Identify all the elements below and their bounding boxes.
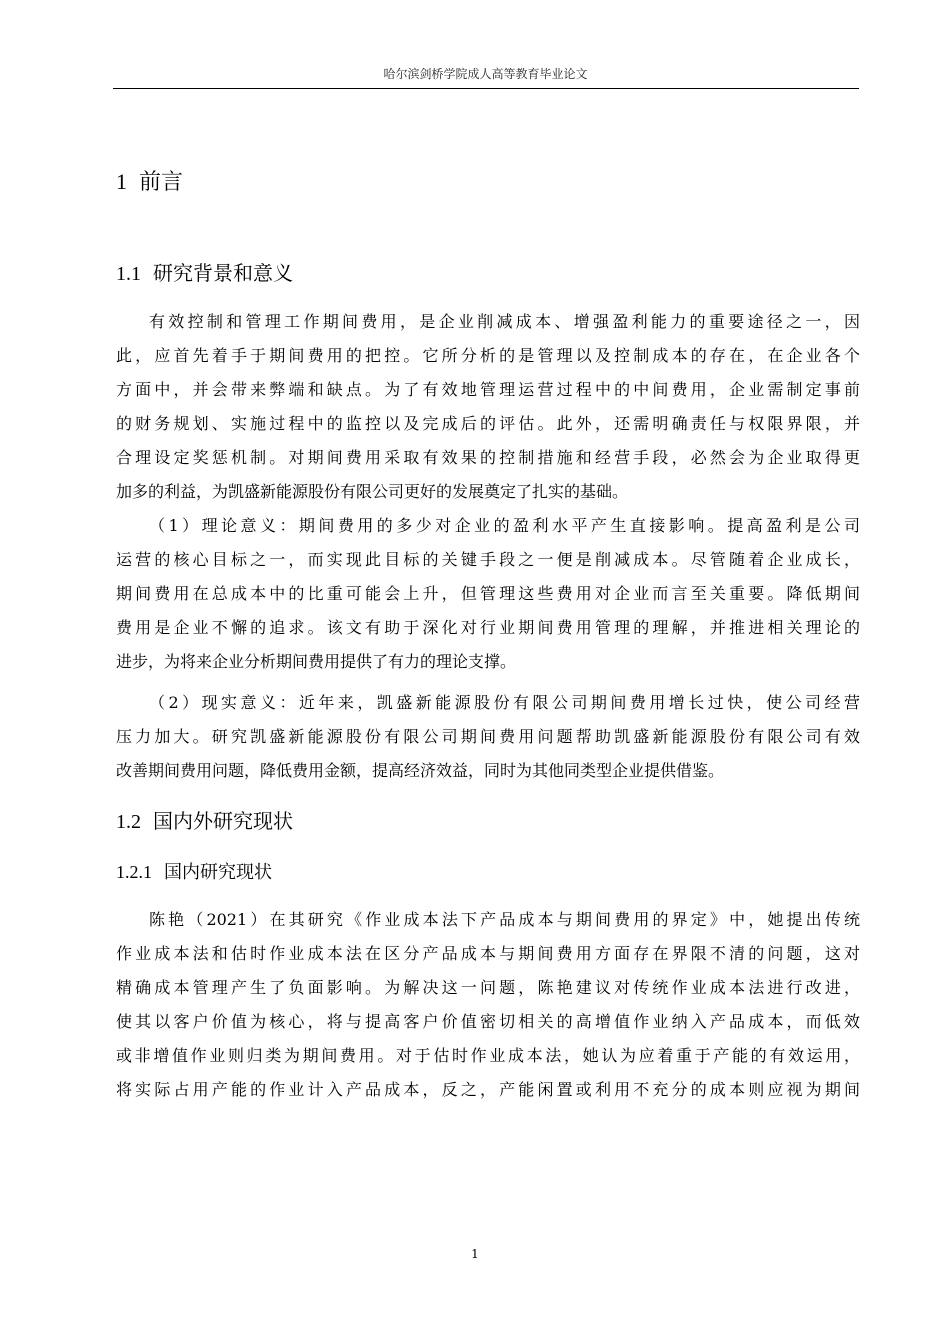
paragraph-line: 进步，为将来企业分析期间费用提供了有力的理论支撑。	[116, 652, 517, 671]
section-1-2-number: 1.2	[116, 811, 141, 833]
paragraph-line: （2）现实意义：近年来，凯盛新能源股份有限公司期间费用增长过快，使公司经营	[149, 693, 860, 712]
paragraph-line: 使其以客户价值为核心，将与提高客户价值密切相关的高增值作业纳入产品成本，而低效	[116, 1012, 860, 1031]
section-1-1-heading	[116, 260, 293, 287]
paragraph-line: 运营的核心目标之一，而实现此目标的关键手段之一便是削减成本。尽管随着企业成长，	[116, 550, 860, 569]
paragraph-line: 改善期间费用问题，降低费用金额，提高经济效益，同时为其他同类型企业提供借鉴。	[116, 761, 725, 780]
chapter-title: 前言	[139, 170, 184, 195]
domestic-research-paragraph	[116, 903, 860, 1107]
paragraph-line: 作业成本法和估时作业成本法在区分产品成本与期间费用方面存在界限不清的问题，这对	[116, 944, 860, 963]
page-number: 1	[471, 1247, 479, 1261]
chapter-heading	[116, 168, 183, 197]
paragraph-line: 压力加大。研究凯盛新能源股份有限公司期间费用问题帮助凯盛新能源股份有限公司有效	[116, 727, 860, 746]
paragraph-line: 合理设定奖惩机制。对期间费用采取有效果的控制措施和经营手段，必然会为企业取得更	[116, 448, 860, 467]
section-1-1-title: 研究背景和意义	[153, 261, 293, 285]
section-1-2-1-title: 国内研究现状	[164, 862, 272, 883]
page-header: 哈尔滨剑桥学院成人高等教育毕业论文	[383, 67, 588, 81]
section-1-2-1-heading	[116, 860, 272, 885]
paragraph-line: 费用是企业不懈的追求。该文有助于深化对行业期间费用管理的理解，并推进相关理论的	[116, 618, 860, 637]
theory-significance-paragraph	[116, 509, 860, 679]
section-1-2-1-number: 1.2.1	[116, 862, 152, 882]
section-1-2-title: 国内外研究现状	[153, 809, 293, 833]
section-1-2-heading	[116, 808, 293, 835]
practical-significance-paragraph	[116, 686, 860, 788]
paragraph-line: 的财务规划、实施过程中的监控以及完成后的评估。此外，还需明确责任与权限界限，并	[116, 414, 860, 433]
background-paragraph	[116, 305, 860, 509]
section-1-1-number: 1.1	[116, 263, 141, 285]
paragraph-line: 此，应首先着手于期间费用的把控。它所分析的是管理以及控制成本的存在，在企业各个	[116, 346, 860, 365]
paragraph-line: 加多的利益，为凯盛新能源股份有限公司更好的发展奠定了扎实的基础。	[116, 482, 629, 501]
paragraph-line: 精确成本管理产生了负面影响。为解决这一问题，陈艳建议对传统作业成本法进行改进，	[116, 978, 860, 997]
paragraph-line: 将实际占用产能的作业计入产品成本，反之，产能闲置或利用不充分的成本则应视为期间	[116, 1080, 860, 1099]
paragraph-line: 或非增值作业则归类为期间费用。对于估时作业成本法，她认为应着重于产能的有效运用，	[116, 1046, 860, 1065]
paragraph-line: 期间费用在总成本中的比重可能会上升，但管理这些费用对企业而言至关重要。降低期间	[116, 584, 860, 603]
paragraph-line: （1）理论意义：期间费用的多少对企业的盈利水平产生直接影响。提高盈利是公司	[149, 516, 860, 535]
chapter-number: 1	[116, 169, 127, 194]
paragraph-line: 方面中，并会带来弊端和缺点。为了有效地管理运营过程中的中间费用，企业需制定事前	[116, 380, 860, 399]
paragraph-line: 陈艳（2021）在其研究《作业成本法下产品成本与期间费用的界定》中，她提出传统	[149, 910, 860, 929]
header-rule	[113, 88, 859, 89]
paragraph-line: 有效控制和管理工作期间费用，是企业削减成本、增强盈利能力的重要途径之一，因	[149, 312, 860, 331]
